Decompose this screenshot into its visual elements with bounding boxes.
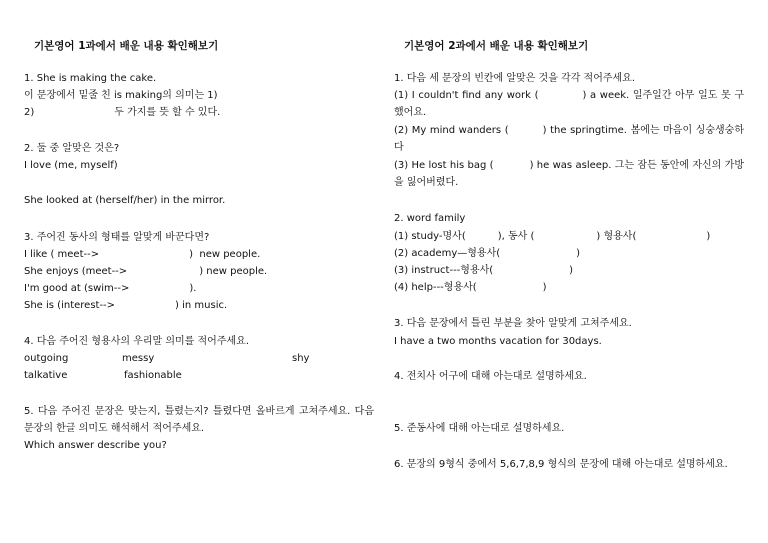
left-q1-line3 (24, 104, 220, 121)
left-q4-row1: outgoing (24, 353, 69, 364)
left-title: 기본영어 1과에서 배운 내용 확인해보기 (34, 40, 219, 52)
left-q2-line2: I love (me, myself) (24, 160, 118, 171)
left-q5-sentence: Which answer describe you? (24, 440, 167, 451)
right-q3-line1: 3. 다음 문장에서 틀린 부분을 찾아 알맞게 고쳐주세요. (394, 318, 632, 329)
right-q1-item: (2) My mind wanders ( ) the springtime. 봄에는 마음이 싱숭생숭하다 (394, 125, 744, 153)
right-q3-line2: I have a two months vacation for 30days. (394, 336, 602, 347)
left-q4-row2: talkative (24, 370, 68, 381)
left-q5-text: 5. 다음 주어진 문장은 맞는지, 틀렸는지? 틀렸다면 올바르게 고쳐주세요. 다음 문장의 한글 의미도 해석해서 적어주세요. (24, 406, 374, 434)
left-q2-line3: She looked at (herself/her) in the mirror. (24, 195, 226, 206)
left-q3-item: She is (interest--> ) in music. (24, 300, 228, 311)
right-q2-line: (1) study-명사( ), 동사 ( ) 형용사( ) (394, 231, 711, 242)
right-q1-line1: 1. 다음 세 문장의 빈칸에 알맞은 것을 각각 적어주세요. (394, 73, 636, 84)
left-q1-text: 두 가지를 뜻 할 수 있다. (114, 107, 221, 118)
left-q2-line1: 2. 둘 중 알맞은 것은? (24, 143, 120, 154)
right-q2-line: (4) help---형용사( ) (394, 282, 547, 293)
left-q4-line1: 4. 다음 주어진 형용사의 우리말 의미를 적어주세요. (24, 336, 249, 347)
left-q3-item: She enjoys (meet--> ) new people. (24, 266, 268, 277)
left-q1-line2: 이 문장에서 밑줄 친 is making의 의미는 1) (24, 90, 218, 101)
right-q2-line: (3) instruct---형용사( ) (394, 265, 574, 276)
right-q1-item: (1) I couldn't find any work ( ) a week. 일주일간 아무 일도 못 구했어요. (394, 90, 744, 118)
left-q1-line1: 1. She is making the cake. (24, 73, 157, 84)
left-q3-line1: 3. 주어진 동사의 형태를 알맞게 바꾼다면? (24, 232, 210, 243)
right-q5-line1: 5. 준동사에 대해 아는대로 설명하세요. (394, 423, 565, 434)
left-q4-word: shy (292, 353, 310, 364)
left-q3-item: I'm good at (swim--> ). (24, 283, 197, 294)
left-q4-word: messy (122, 353, 155, 364)
right-q2-line1: 2. word family (394, 213, 466, 224)
right-q2-line: (2) academy—형용사( ) (394, 248, 581, 259)
right-q1-item: (3) He lost his bag ( ) he was asleep. 그는 잠든 동안에 자신의 가방을 잃어버렸다. (394, 160, 744, 188)
left-q1-prefix: 2) (24, 107, 35, 118)
right-q6-text: 6. 문장의 9형식 중에서 5,6,7,8,9 형식의 문장에 대해 아는대로 설명하세요. (394, 459, 728, 470)
right-title: 기본영어 2과에서 배운 내용 확인해보기 (404, 40, 589, 52)
left-q3-item: I like ( meet--> ) new people. (24, 249, 261, 260)
right-q4-line1: 4. 전치사 어구에 대해 아는대로 설명하세요. (394, 371, 587, 382)
left-q4-word: fashionable (124, 370, 182, 381)
